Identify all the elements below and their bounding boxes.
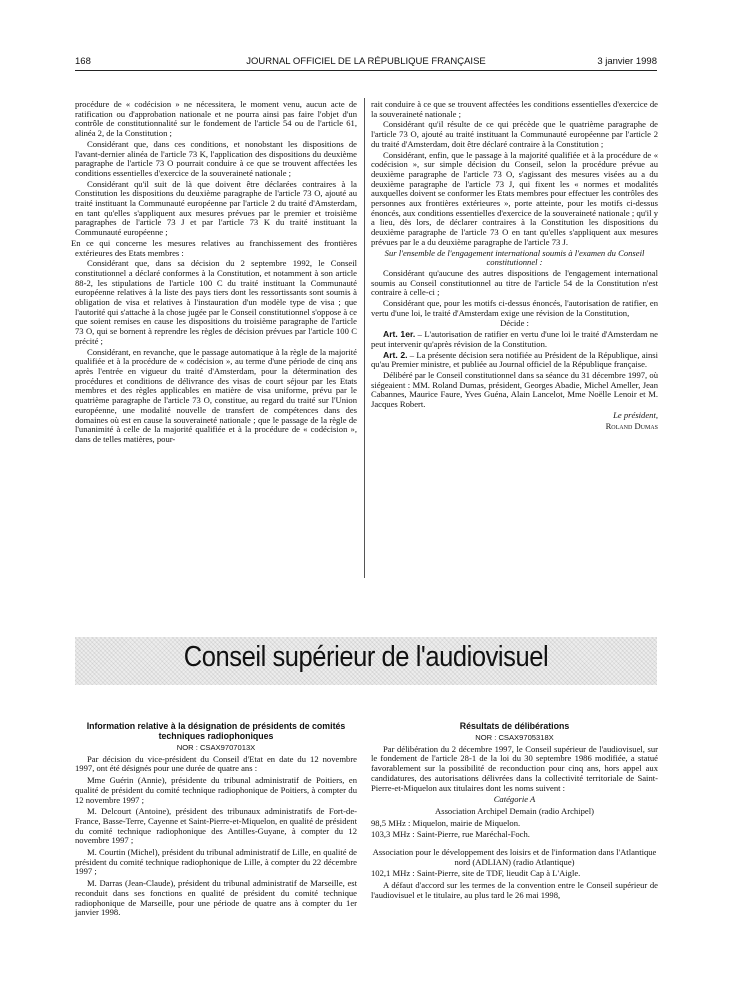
article-2-label: Art. 2. (383, 349, 408, 360)
frequency-line: 102,1 MHz : Saint-Pierre, site de TDF, lieudit Cap à L'Aigle. (371, 868, 581, 879)
publication-date: 3 janvier 1998 (597, 56, 657, 67)
paragraph: rait conduire à ce que se trouvent affectées les conditions essentielles d'exercice de la souveraineté nationale ; (371, 99, 658, 119)
page-number: 168 (75, 56, 91, 67)
signature-role: Le président, (613, 409, 658, 420)
article-2 (371, 351, 658, 370)
article-1 (371, 330, 658, 349)
results-title: Résultats de délibérations (459, 721, 570, 731)
paragraph: Par décision du vice-président du Conseil d'Etat en date du 12 novembre 1997, ont été désignés pour une durée de quatre ans : (75, 753, 357, 774)
frequency-line: 98,5 MHz : Miquelon, mairie de Miquelon. (371, 817, 521, 828)
frequency-line: 103,3 MHz : Saint-Pierre, rue Maréchal-Foch. (371, 829, 530, 840)
journal-title: JOURNAL OFFICIEL DE LA RÉPUBLIQUE FRANÇAISE (246, 56, 486, 67)
paragraph: Considérant qu'aucune des autres dispositions de l'engagement international soumis au Conseil constitutionnel au titre de l'article 54 de la Constitution n'est contraire à celle-ci ; (371, 267, 658, 298)
banner-title: Conseil supérieur de l'audiovisuel (183, 641, 549, 673)
deliberation-paragraph: Délibéré par le Conseil constitutionnel dans sa séance du 31 décembre 1997, où siégeaient : MM. Roland Dumas, président, Georges Abadie, Michel Ameller, Jean Cabannes, Maurice Faure, Yves Guéna, Alain Lancelot, Mme Noëlle Lenoir et M. Jacques Robert. (371, 369, 658, 410)
paragraph: M. Courtin (Michel), président du tribunal administratif de Lille, en qualité de président du comité technique radiophonique de Lille, à compter du 22 décembre 1997 ; (75, 847, 357, 877)
information-title: Information relative à la désignation de présidents de comités techniques radiophoniques (86, 721, 346, 741)
paragraph: Mme Guérin (Annie), présidente du tribunal administratif de Poitiers, en qualité de président du comité technique radiophonique de Poitiers, à compter du 12 novembre 1997 ; (75, 775, 357, 805)
decision-left-column (71, 99, 357, 446)
paragraph: Considérant qu'il résulte de ce qui précède que le quatrième paragraphe de l'article 73 O, ajouté au traité instituant la Communauté européenne par l'article 2 du traité d'Amsterdam, doit être déclaré contraire à la Constitution ; (371, 119, 658, 149)
paragraph: M. Darras (Jean-Claude), président du tribunal administratif de Marseille, est reconduit dans ses fonctions en qualité de président du comité technique radiophonique de Marseille, pour une période de quatre ans à compter du 1er janvier 1998. (75, 878, 357, 918)
paragraph: Considérant que, dans sa décision du 2 septembre 1992, le Conseil constitutionnel a déclaré conformes à la Constitution, et notamment à son article 88-2, les stipulations de l'article 100 C du traité instituant la Communauté européenne relatives à la liste des pays tiers dont les ressortissants sont soumis à obligation de visa et relatives à l'instauration d'un modèle type de visa ; que l'autorité qui s'attache à la chose jugée par le Conseil constitutionnel s'oppose à ce que soient remises en cause les dispositions du troisième paragraphe de l'article 73 O, qui se bornent à reprendre les règles de décision prévues par l'article 100 C précité ; (75, 258, 357, 346)
article-1-label: Art. 1er. (383, 329, 416, 340)
article-1-text: – L'autorisation de ratifier en vertu d'une loi le traité d'Amsterdam ne peut intervenir qu'après révision de la Constitution. (371, 329, 658, 349)
paragraph: M. Delcourt (Antoine), président des tribunaux administratifs de Fort-de-France, Basse-Terre, Cayenne et Saint-Pierre-et-Miquelon, en qualité de président du comité technique radiophonique des Antilles-Guyane, à compter du 12 novembre 1997 ; (75, 806, 357, 846)
category-heading: Catégorie A (493, 794, 536, 805)
association-name: Association pour le développement des loisirs et de l'information dans l'Atlantique nord (ADLIAN) (radio Atlantique) (372, 847, 657, 867)
results-nor: NOR : CSAX9705318X (475, 733, 554, 742)
results-section (371, 721, 658, 903)
information-nor: NOR : CSAX9707013X (176, 743, 256, 752)
subheading-engagement: Sur l'ensemble de l'engagement international soumis à l'examen du Conseil constitutionnel : (384, 247, 645, 268)
subheading-frontieres: En ce qui concerne les mesures relatives au franchissement des frontières extérieures des Etats membres : (71, 237, 357, 258)
decision-right-column (371, 100, 658, 432)
decide-heading: Décide : (500, 318, 529, 329)
article-2-text: – La présente décision sera notifiée au Président de la République, ainsi qu'au Premier ministre, et publiée au Journal officiel de la République française. (371, 349, 659, 370)
header-rule (75, 70, 657, 71)
paragraph: procédure de « codécision » ne nécessitera, le moment venu, aucun acte de ratification ou d'approbation nationale et ne pourra ainsi pas faire l'objet d'un contrôle de constitutionnalité sur le fondement de l'article 54 ou de l'article 61, alinéa 2, de la Constitution ; (75, 99, 357, 139)
association-name: Association Archipel Demain (radio Archipel) (435, 805, 594, 816)
paragraph: Considérant, enfin, que le passage à la majorité qualifiée et à la procédure de « codécision », sur simple décision du Conseil, selon la procédure prévue au deuxième paragraphe de l'article 73 O, s'agissant des mesures visées au a du deuxième paragraphe de l'article 73 J, qui fixent les « normes et modalités auxquelles doivent se conformer les Etats membres pour effectuer les contrôles des personnes aux frontières extérieures », porte atteinte, pour les motifs ci-dessus énoncés, aux conditions essentielles d'exercice de la souveraineté nationale ; qu'il y a lieu, dès lors, de déclarer contraires à la Constitution les dispositions du deuxième paragraphe de l'article 73 O en tant qu'elles s'appliquent aux mesures prévues par le a du deuxième paragraphe de l'article 73 J. (371, 149, 658, 247)
signature-name: Roland Dumas (605, 420, 658, 431)
paragraph: A défaut d'accord sur les termes de la convention entre le Conseil supérieur de l'audiovisuel et le titulaire, au plus tard le 26 mai 1998, (371, 880, 658, 900)
paragraph: Considérant que, pour les motifs ci-dessus énoncés, l'autorisation de ratifier, en vertu d'une loi, le traité d'Amsterdam exige une révision de la Constitution, (371, 298, 658, 318)
page-header (75, 56, 657, 70)
column-divider (364, 98, 365, 578)
paragraph: Par délibération du 2 décembre 1997, le Conseil supérieur de l'audiovisuel, sur le fondement de l'article 28-1 de la loi du 30 septembre 1986 modifiée, a statué favorablement sur la possibilité de reconduction pour cinq ans, hors appel aux candidatures, des autorisations délivrées dans la collectivité territoriale de Saint-Pierre-et-Miquelon aux titulaires dont les noms suivent : (371, 743, 658, 793)
section-banner (75, 637, 657, 685)
paragraph: Considérant qu'il suit de là que doivent être déclarées contraires à la Constitution les dispositions du deuxième paragraphe de l'article 73 O, ajouté au traité instituant la Communauté européenne par l'article 2 du traité d'Amsterdam, en tant qu'elles s'appliquent aux mesures prévues par le premier et troisième paragraphes de l'article 73 J et par l'article 73 K du traité instituant la Communauté européenne ; (75, 178, 357, 238)
paragraph: Considérant que, dans ces conditions, et nonobstant les dispositions de l'avant-dernier alinéa de l'article 73 K, l'application des dispositions du deuxième paragraphe de l'article 73 O pourrait conduire à ce que se trouvent affectées les conditions essentielles d'exercice de la souveraineté nationale ; (75, 138, 357, 178)
information-section (75, 721, 357, 920)
paragraph: Considérant, en revanche, que le passage automatique à la règle de la majorité qualifiée et à la procédure de « codécision », au terme d'une période de cinq ans après l'entrée en vigueur du traité d'Amsterdam, pour la détermination des procédures et conditions de délivrance des visas de court séjour par les Etats membres et des règles applicables en matière de visa uniforme, prévu par le quatrième paragraphe de l'article 73 O, constitue, au regard du traité sur l'Union européenne, une modalité nouvelle de transfert de compétences dans des domaines où est en cause la souveraineté nationale ; que le passage de la règle de l'unanimité à celle de la majorité qualifiée et à la procédure de « codécision », dans de telles matières, pour- (75, 346, 357, 444)
